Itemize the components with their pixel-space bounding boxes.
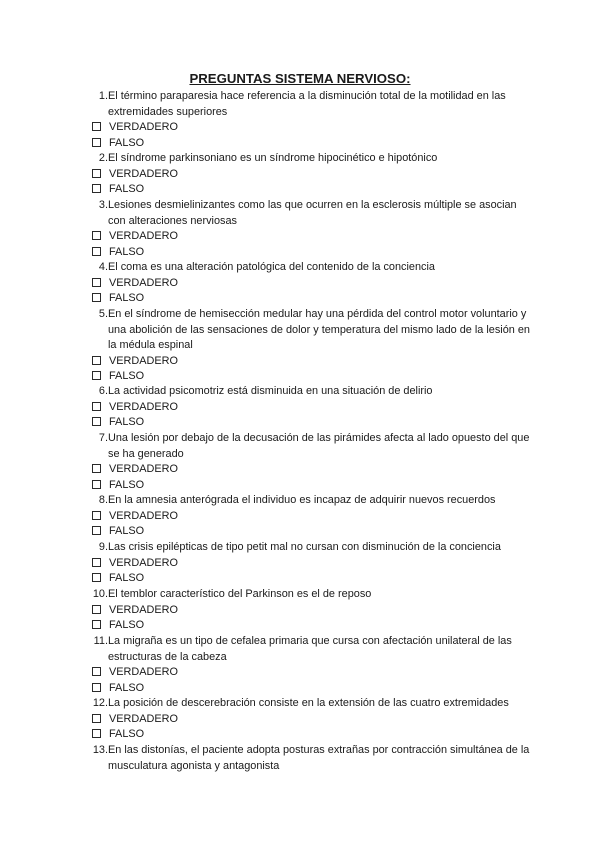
option-label: VERDADERO	[109, 167, 178, 180]
option-label: FALSO	[109, 292, 145, 305]
question-number: 8.	[98, 494, 108, 506]
question-text: En el síndrome de hemisección medular hay una pérdida del control motor voluntario y una abolición de las sensaciones de dolor y temperatura del mismo lado de la lesión en la médula espinal	[108, 308, 530, 352]
checkbox[interactable]	[92, 417, 101, 426]
checkbox[interactable]	[92, 138, 101, 147]
checkbox[interactable]	[92, 667, 101, 676]
question-number: 12.	[92, 697, 108, 709]
option-label: FALSO	[109, 681, 145, 694]
question-number: 7.	[98, 432, 108, 444]
question-text: El temblor característico del Parkinson es el de reposo	[108, 588, 372, 600]
option-label: VERDADERO	[109, 603, 178, 616]
question-number: 3.	[98, 199, 108, 211]
option-label: FALSO	[109, 619, 145, 632]
checkbox[interactable]	[92, 247, 101, 256]
checkbox[interactable]	[92, 714, 101, 723]
checkbox[interactable]	[92, 278, 101, 287]
page-title: PREGUNTAS SISTEMA NERVIOSO:	[189, 71, 411, 86]
option-label: FALSO	[109, 370, 145, 383]
question-number: 2.	[98, 152, 108, 164]
checkbox[interactable]	[92, 620, 101, 629]
question-number: 1.	[98, 90, 108, 102]
option-label: VERDADERO	[109, 276, 178, 289]
question-text: Las crisis epilépticas de tipo petit mal no cursan con disminución de la conciencia	[108, 541, 501, 553]
checkbox[interactable]	[92, 573, 101, 582]
checkbox[interactable]	[92, 511, 101, 520]
question-text: En las distonías, el paciente adopta posturas extrañas por contracción simultánea de la musculatura agonista y antagonista	[108, 744, 530, 772]
option-label: VERDADERO	[109, 354, 178, 367]
option-label: VERDADERO	[109, 666, 178, 679]
checkbox[interactable]	[92, 683, 101, 692]
checkbox[interactable]	[92, 184, 101, 193]
question-number: 9.	[98, 541, 108, 553]
option-label: FALSO	[109, 572, 145, 585]
option-label: FALSO	[109, 525, 145, 538]
checkbox[interactable]	[92, 605, 101, 614]
checkbox[interactable]	[92, 293, 101, 302]
option-label: VERDADERO	[109, 556, 178, 569]
question-number: 11.	[93, 635, 108, 647]
option-label: VERDADERO	[109, 230, 178, 243]
checkbox[interactable]	[92, 464, 101, 473]
option-label: FALSO	[109, 416, 145, 429]
question-text: En la amnesia anterógrada el individuo es incapaz de adquirir nuevos recuerdos	[108, 494, 496, 506]
option-label: VERDADERO	[109, 509, 178, 522]
option-label: FALSO	[109, 728, 145, 741]
question-text: El síndrome parkinsoniano es un síndrome hipocinético e hipotónico	[108, 152, 438, 164]
checkbox[interactable]	[92, 169, 101, 178]
question-text: El término paraparesia hace referencia a la disminución total de la motilidad en las extremidades superiores	[108, 90, 506, 118]
option-label: FALSO	[109, 136, 145, 149]
checkbox[interactable]	[92, 356, 101, 365]
checkbox[interactable]	[92, 231, 101, 240]
checkbox[interactable]	[92, 402, 101, 411]
checkbox[interactable]	[92, 122, 101, 131]
question-text: Lesiones desmielinizantes como las que ocurren en la esclerosis múltiple se asocian con alteraciones nerviosas	[108, 199, 517, 227]
question-text: La migraña es un tipo de cefalea primaria que cursa con afectación unilateral de las estructuras de la cabeza	[108, 635, 512, 663]
question-number: 6.	[98, 385, 108, 397]
checkbox[interactable]	[92, 526, 101, 535]
question-text: Una lesión por debajo de la decusación de las pirámides afecta al lado opuesto del que se ha generado	[108, 432, 530, 460]
question-text: El coma es una alteración patológica del contenido de la conciencia	[108, 261, 435, 273]
option-label: FALSO	[109, 478, 145, 491]
option-label: VERDADERO	[109, 121, 178, 134]
option-label: VERDADERO	[109, 463, 178, 476]
question-number: 10.	[92, 588, 108, 600]
question-number: 13.	[92, 744, 108, 756]
question-text: La actividad psicomotriz está disminuida en una situación de delirio	[108, 385, 433, 397]
question-text: La posición de descerebración consiste en la extensión de las cuatro extremidades	[108, 697, 509, 709]
checkbox[interactable]	[92, 729, 101, 738]
option-label: FALSO	[109, 183, 145, 196]
checkbox[interactable]	[92, 371, 101, 380]
checkbox[interactable]	[92, 558, 101, 567]
question-number: 5.	[98, 308, 108, 320]
option-label: VERDADERO	[109, 400, 178, 413]
option-label: VERDADERO	[109, 712, 178, 725]
question-number: 4.	[98, 261, 108, 273]
option-label: FALSO	[109, 245, 145, 258]
checkbox[interactable]	[92, 480, 101, 489]
